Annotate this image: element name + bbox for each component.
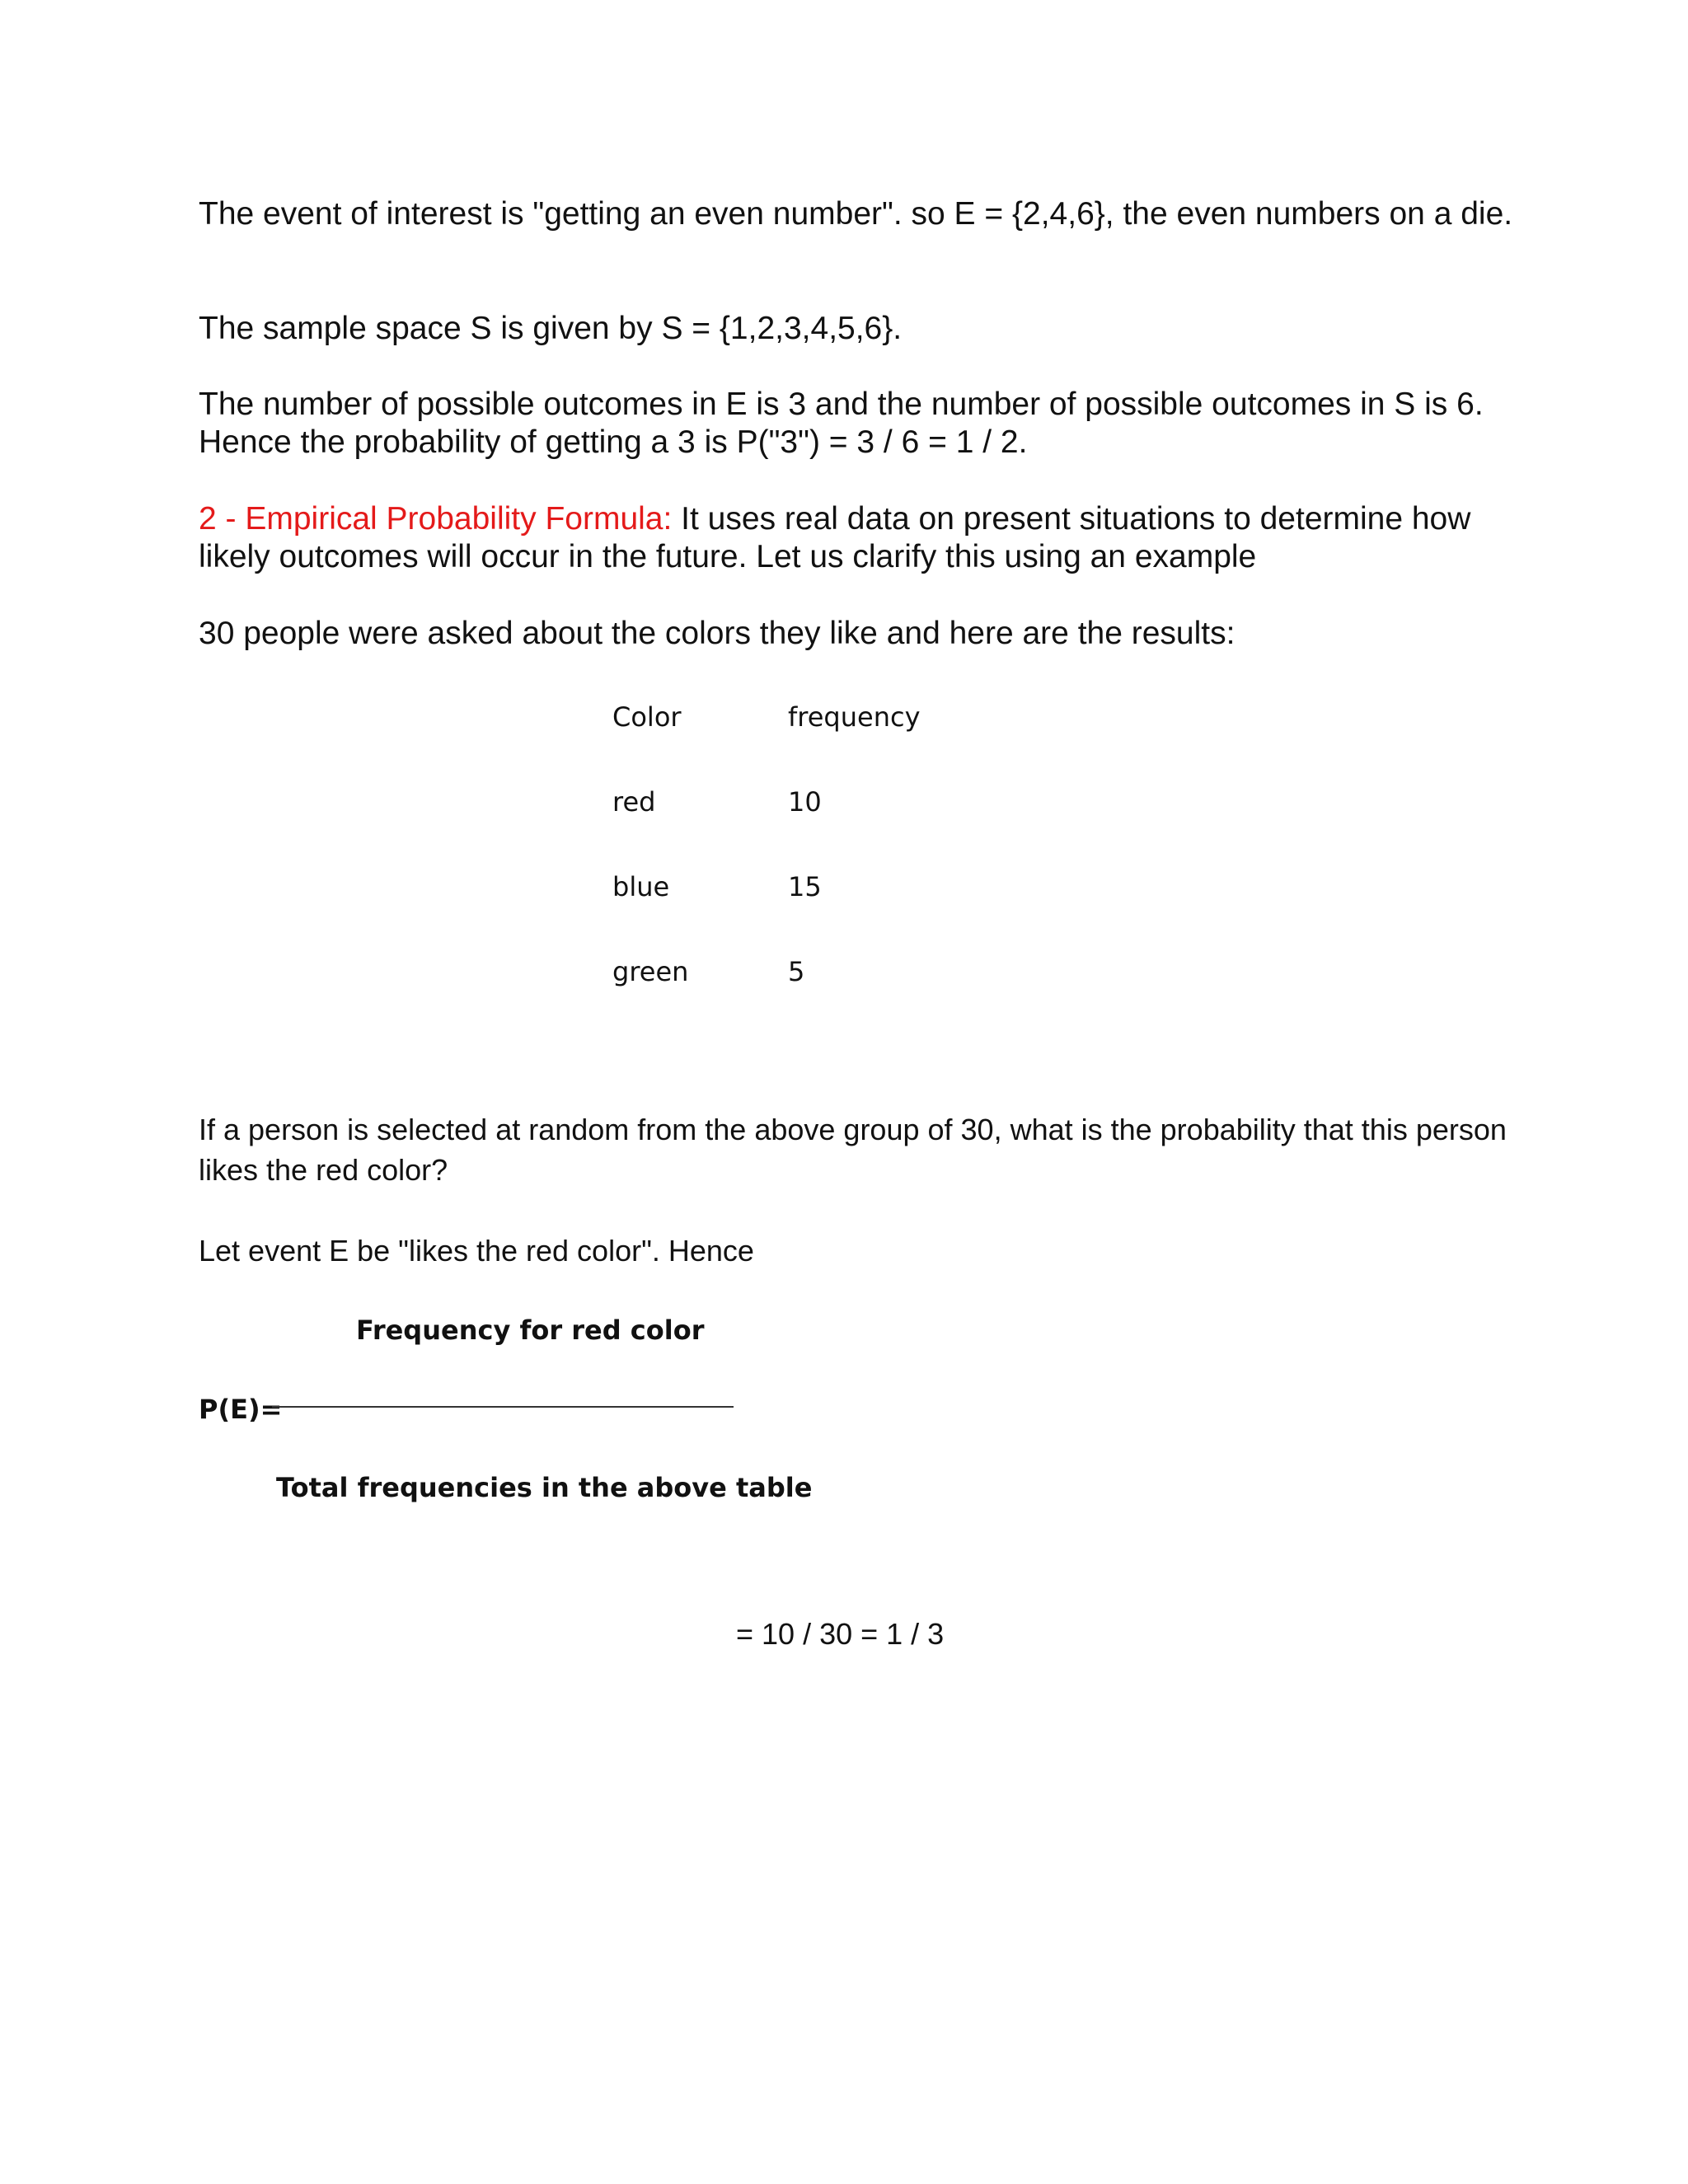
empirical-formula-heading: 2 - Empirical Probability Formula:	[199, 501, 673, 537]
table-cell-frequency: 15	[788, 871, 822, 902]
paragraph-survey-intro: 30 people were asked about the colors they like and here are the results:	[199, 616, 1236, 651]
table-cell-color: blue	[612, 871, 670, 902]
formula-numerator: Frequency for red color	[356, 1315, 705, 1346]
table-cell-color: red	[612, 786, 656, 818]
formula-label: P(E)=	[199, 1394, 283, 1425]
table-cell-frequency: 5	[788, 956, 805, 987]
paragraph-event-definition: Let event E be "likes the red color". Hence	[199, 1234, 754, 1268]
empirical-formula-body: It uses real data on present situations to determine how likely outcomes will occur in the future. Let us clarify this using an example	[199, 501, 1471, 574]
table-header-frequency: frequency	[788, 701, 921, 733]
fraction-bar	[272, 1406, 734, 1408]
paragraph-event-of-interest: The event of interest is "getting an even number". so E = {2,4,6}, the even numbers on a die.	[199, 196, 1513, 232]
paragraph-sample-space: The sample space S is given by S = {1,2,3,4,5,6}.	[199, 311, 903, 346]
formula-result: = 10 / 30 = 1 / 3	[736, 1617, 945, 1651]
paragraph-question: If a person is selected at random from the above group of 30, what is the probability that this person likes the red color?	[199, 1113, 1507, 1187]
table-cell-color: green	[612, 956, 689, 987]
paragraph-outcomes-count: The number of possible outcomes in E is 3 and the number of possible outcomes in S is 6. Hence the probability of getting a 3 is P("3") = 3 / 6 = 1 / 2.	[199, 387, 1484, 460]
table-header-color: Color	[612, 701, 682, 733]
paragraph-empirical-formula	[199, 500, 1517, 576]
table-cell-frequency: 10	[788, 786, 822, 818]
formula-denominator: Total frequencies in the above table	[276, 1472, 813, 1503]
